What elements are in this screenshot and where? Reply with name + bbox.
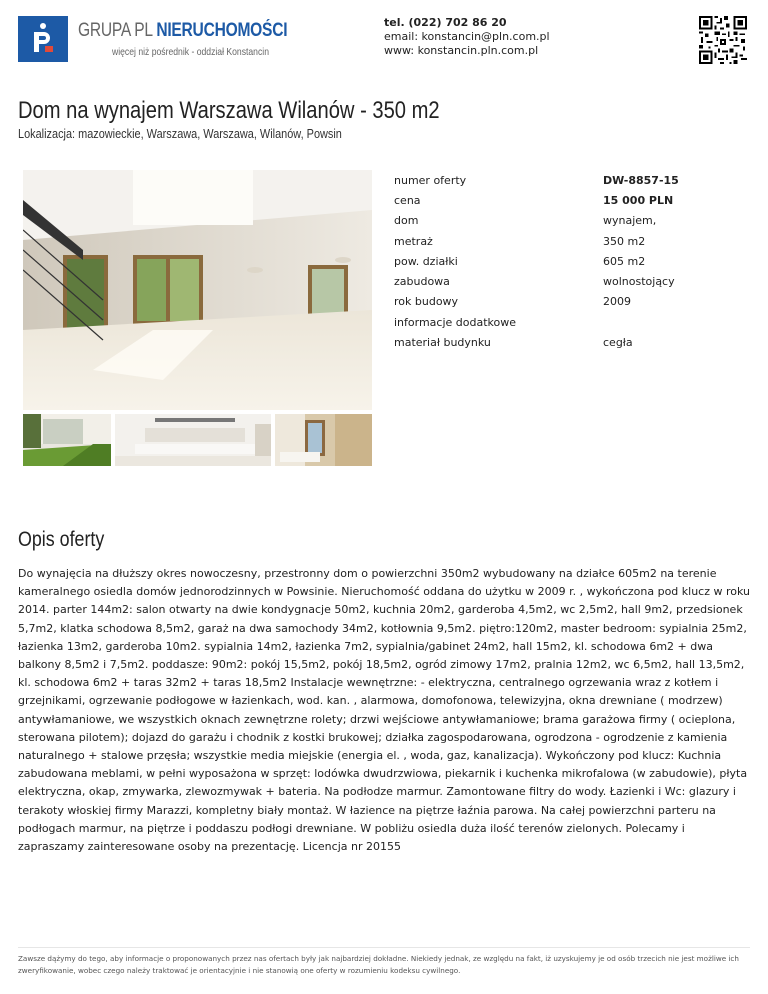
contact-phone: tel. (022) 702 86 20 (384, 16, 507, 29)
main-photo[interactable] (23, 170, 372, 410)
brand-block (78, 20, 333, 58)
detail-row-additional-info (394, 312, 754, 332)
contact-email: email: konstancin@pln.com.pl (384, 30, 550, 43)
pl-logo-icon (28, 22, 58, 56)
detail-row-type (394, 211, 754, 231)
details-table (394, 170, 754, 353)
thumbnail-photo-bathroom[interactable] (275, 414, 372, 466)
detail-label: pow. działki (394, 254, 458, 268)
detail-row-material (394, 332, 754, 352)
detail-label: zabudowa (394, 275, 450, 289)
detail-value: 350 m2 (603, 234, 646, 248)
detail-label: informacje dodatkowe (394, 315, 517, 329)
detail-value: wynajem, (603, 214, 657, 228)
detail-row-building-type (394, 271, 754, 291)
detail-value: cegła (603, 336, 633, 350)
contact-www: www: konstancin.pln.com.pl (384, 44, 539, 57)
detail-row-year (394, 292, 754, 312)
detail-row-price (394, 190, 754, 210)
detail-value: wolnostojący (603, 275, 675, 289)
thumbnail-photo-kitchen[interactable] (115, 414, 271, 466)
detail-label: materiał budynku (394, 336, 491, 350)
brand-tagline: więcej niż pośrednik - oddział Konstancin (112, 46, 269, 58)
detail-label: dom (394, 214, 419, 228)
brand-name: GRUPA PL NIERUCHOMOŚCI (78, 20, 288, 41)
detail-label: cena (394, 193, 421, 207)
detail-row-plot-area (394, 251, 754, 271)
detail-value: 605 m2 (603, 254, 646, 268)
detail-row-offer-number (394, 170, 754, 190)
footer-disclaimer: Zawsze dążymy do tego, aby informacje o proponowanych przez nas ofertach były jak najbardziej dokładne. Niekiedy jednak, ze względu na fakt, iż uzyskujemy je od osób trzecich nie jest możliwe ich zweryfikowanie, wobec czego należy traktować je orientacyjnie i nie stanowią one oferty w rozumieniu kodeksu cywilnego. (18, 954, 739, 975)
detail-label: numer oferty (394, 173, 467, 187)
description-heading: Opis oferty (18, 528, 105, 551)
footer-divider (18, 947, 750, 948)
detail-label: rok budowy (394, 295, 459, 309)
detail-row-area (394, 231, 754, 251)
listing-title: Dom na wynajem Warszawa Wilanów - 350 m2 (18, 97, 440, 124)
detail-value: 2009 (603, 295, 631, 309)
thumbnail-photo-garden[interactable] (23, 414, 111, 466)
detail-value: 15 000 PLN (603, 193, 674, 207)
detail-label: metraż (394, 234, 433, 248)
description-text: Do wynajęcia na dłuższy okres nowoczesny, przestronny dom o powierzchni 350m2 wybudowany na działce 605m2 na terenie kameralnego osiedla domów jednorodzinnych w Powsinie. Nieruchomość oddana do użytku w 2009 r. , wykończona pod klucz w roku 2014. parter 144m2: salon otwarty na dwie kondygnacje 50m2, kuchnia 20m2, garderoba 4,5m2, wc 2,5m2, hall 9m2, przedsionek 5,7m2, klatka schodowa 8,5m2, garaż na dwa samochody 34m2, kotłownia 9,5m2. piętro:120m2, master bedroom: sypialnia 25m2, łazienka 13m2, garderoba 10m2. sypialnia 14m2, łazienka 7m2, sypialnia/gabinet 24m2, hall 15m2, kl. schodowa 6m2 + dwa balkony 8,5m2 i 7,5m2. poddasze: 90m2: pokój 15,5m2, pokój 18,5m2, ogród zimowy 17m2, pralnia 12m2, wc 6,5m2, hall 13,5m2, kl. schodowa 6m2 + taras 32m2 + taras 18,5m2 Instalacje wewnętrzne: - elektryczna, centralnego ogrzewania wraz z kotłem i grzejnikami, ogrzewanie podłogowe w łazienkach, wod. kan. , alarmowa, domofonowa, telewizyjna, okna drewniane ( modrzew) antywłamaniowe, we wszystkich oknach zewnętrzne rolety; drzwi wejściowe antywłamaniowe; brama garażowa firmy ( ocieplona, sterowana pilotem); dojazd do garażu i chodnik z kostki brukowej; działka zagospodarowana, ogrodzona - ogrodzenie z kamienia naturalnego + stalowe przęsła; wszystkie media miejskie (energia el. , woda, gaz, kanalizacja). Wykończony pod klucz: Kuchnia zabudowana meblami, w pełni wyposażona w sprzęt: lodówka dwudrzwiowa, piekarnik i kuchenka mikrofalowa (w zabudowie), płyta elektryczna, okap, zmywarka, zlewozmywak + bateria. Na podłodze marmur. Zamontowane filtry do wody. Łazienki i Wc: glazury i terakoty włoskiej firmy Marazzi, kompletny biały montaż. W łazience na piętrze łaźnia parowa. Na całej powierzchni parteru na podłogach marmur, na piętrze i poddaszu podłogi drewniane. W pobliżu osiedla duża ilość terenów zielonych. Polecamy i zapraszamy zainteresowane osoby na prezentację. Licencja nr 20155 (18, 567, 750, 854)
company-logo (18, 16, 68, 62)
contact-block (384, 16, 550, 58)
listing-location: Lokalizacja: mazowieckie, Warszawa, Warszawa, Wilanów, Powsin (18, 126, 342, 141)
detail-value: DW-8857-15 (603, 173, 679, 187)
qr-code-icon (699, 16, 747, 64)
